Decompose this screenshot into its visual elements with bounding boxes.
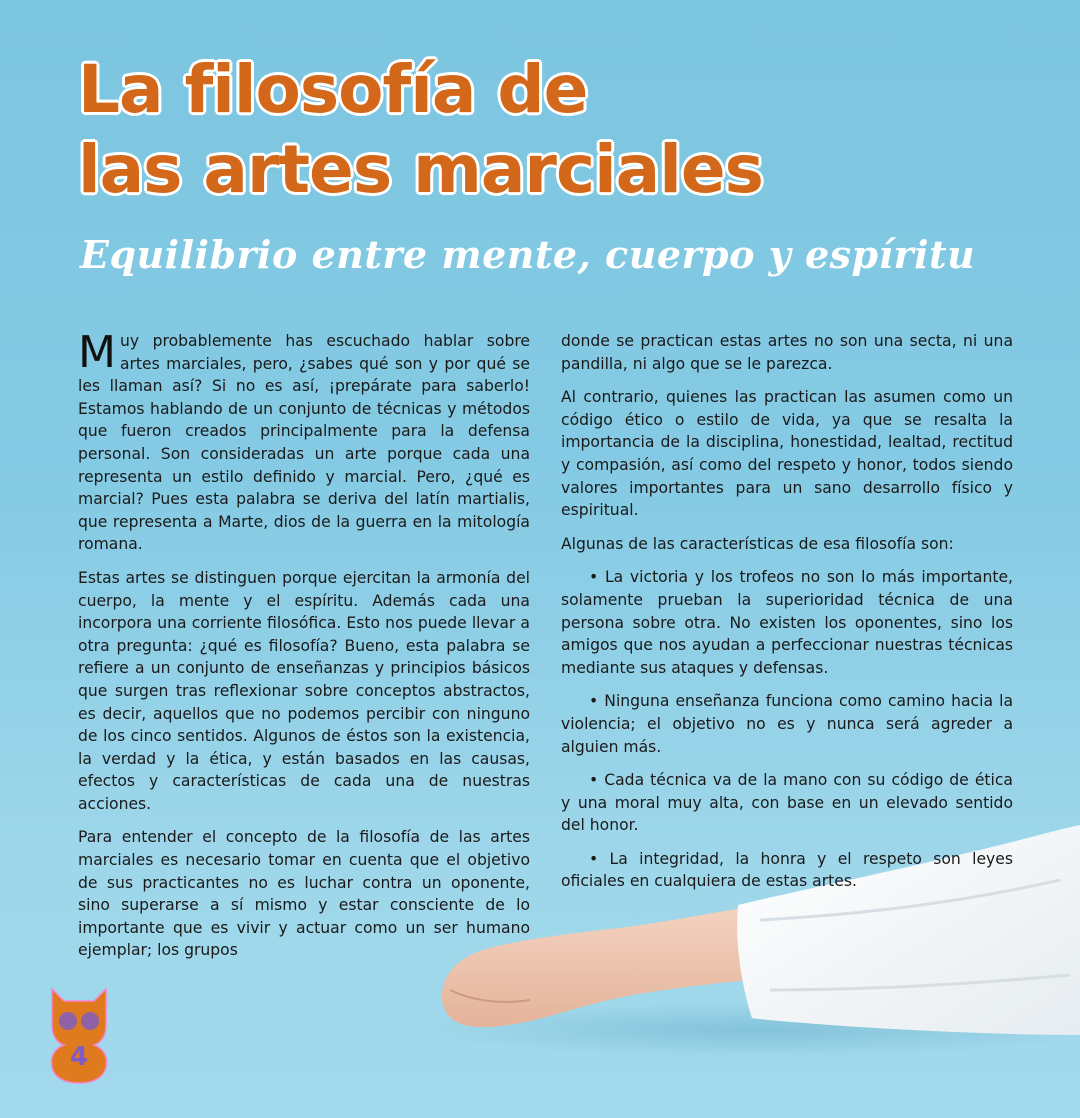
bullet-item-victory: • La victoria y los trofeos no son lo más importante, solamente prueban la superioridad técnica de una persona sobre otra. No existen los oponentes, sino los amigos que nos ayudan a perfeccionar nuestras técnicas mediante sus ataques y defensas. (561, 568, 1013, 677)
paragraph-intro-text: uy probablemente has escuchado hablar sobre artes marciales, pero, ¿sabes qué son y por qué se les llaman así? Si no es así, ¡prepárate para saberlo! Estamos hablando de un conjunto de técnicas y métodos que fueron creados principalmente para la defensa personal. Son consideradas un arte porque cada una representa un estilo definido y marcial. Pero, ¿qué es marcial? Pues esta palabra se deriva del latín martialis, que representa a Marte, dios de la guerra en la mitología romana. (78, 332, 530, 554)
paragraph-characteristics-intro: Algunas de las características de esa filosofía son: (561, 534, 954, 553)
paragraph-ethics: Al contrario, quienes las practican las asumen como un código ético o estilo de vida, ya que se resalta la importancia de la disciplina, honestidad, lealtad, rectitud y compasión, así como del respeto y honor, todos siendo valores importantes para un sano desarrollo físico y espiritual. (561, 388, 1013, 520)
paragraph-concept: Para entender el concepto de la filosofía de las artes marciales es necesario tomar en cuenta que el objetivo de sus practicantes no es luchar contra un oponente, sino superarse a sí mismo y estar consciente de lo importante que es vivir y actuar como un ser humano ejemplar; los grupos (78, 828, 530, 960)
page-title (78, 50, 763, 210)
owl-page-badge (44, 985, 114, 1085)
title-line-1: La filosofía de (78, 51, 588, 128)
text-column-right (561, 330, 1013, 904)
paragraph-harmony: Estas artes se distinguen porque ejercitan la armonía del cuerpo, la mente y el espíritu. Además cada una incorpora una corriente filosófica. Esto nos puede llevar a otra pregunta: ¿qué es filosofía? Bueno, esta palabra se refiere a un conjunto de enseñanzas y principios básicos que surgen tras reflexionar sobre conceptos abstractos, es decir, aquellos que no podemos percibir con ninguno de los cinco sentidos. Algunos de éstos son la existencia, la verdad y la ética, y están basados en las causas, efectos y características de cada una de nuestras acciones. (78, 568, 530, 813)
paragraph-groups: donde se practican estas artes no son una secta, ni una pandilla, ni algo que se le parezca. (561, 332, 1013, 373)
text-column-left (78, 327, 530, 973)
title-line-2: las artes marciales (78, 131, 763, 208)
bullet-item-violence: • Ninguna enseñanza funciona como camino hacia la violencia; el objetivo no es y nunca será agreder a alguien más. (561, 692, 1013, 756)
paragraph-intro (78, 327, 530, 556)
bullet-item-integrity: • La integridad, la honra y el respeto son leyes oficiales en cualquiera de estas artes. (561, 849, 1013, 891)
drop-cap: M (78, 327, 116, 378)
page-number: 4 (69, 1042, 89, 1072)
bullet-item-ethics: • Cada técnica va de la mano con su código de ética y una moral muy alta, con base en un elevado sentido del honor. (561, 771, 1013, 835)
page-subtitle: Equilibrio entre mente, cuerpo y espíritu (80, 232, 976, 277)
